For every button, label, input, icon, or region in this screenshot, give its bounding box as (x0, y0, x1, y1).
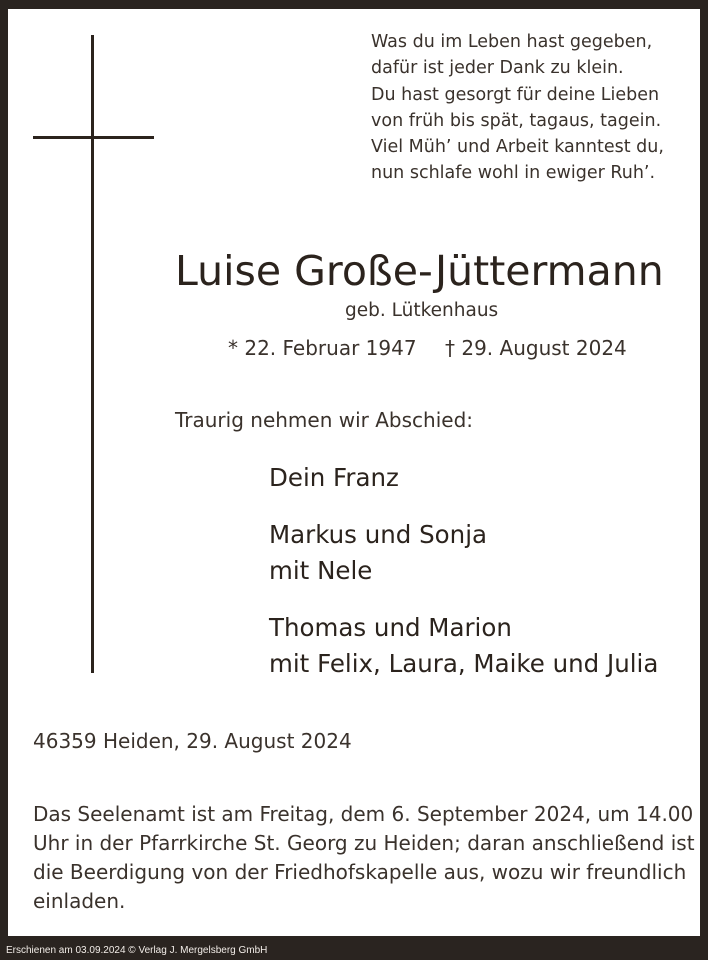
poem-line: Was du im Leben hast gegeben, (371, 32, 653, 52)
poem-line: dafür ist jeder Dank zu klein. (371, 58, 624, 79)
poem-line: von früh bis spät, tagaus, tagein. (371, 110, 662, 131)
mourner-line: mit Felix, Laura, Maike und Julia (269, 649, 659, 678)
service-line: Uhr in der Pfarrkirche St. Georg zu Heiden; daran anschließend ist (33, 831, 695, 855)
publication-footer: Erschienen am 03.09.2024 © Verlag J. Mergelsberg GmbH (6, 945, 268, 956)
poem-line: Du hast gesorgt für deine Lieben (371, 84, 660, 105)
service-line: Das Seelenamt ist am Freitag, dem 6. September 2024, um 14.00 (33, 802, 694, 826)
poem-line: nun schlafe wohl in ewiger Ruh’. (371, 163, 656, 184)
mourner-group (269, 517, 699, 589)
death-date: † 29. August 2024 (445, 336, 627, 360)
cross-symbol-vertical-bar (91, 35, 94, 673)
mourner-line: mit Nele (269, 556, 373, 585)
cross-symbol-horizontal-bar (33, 136, 154, 139)
mourner-line: Markus und Sonja (269, 520, 488, 549)
mourner-group (269, 460, 699, 496)
maiden-name: geb. Lütkenhaus (345, 300, 499, 321)
deceased-name: Luise Große-Jüttermann (175, 247, 664, 295)
mourner-line: Dein Franz (269, 463, 399, 492)
mourning-intro: Traurig nehmen wir Abschied: (175, 408, 473, 432)
mourner-group (269, 610, 699, 682)
service-notice (33, 800, 695, 916)
birth-date: * 22. Februar 1947 (228, 336, 417, 360)
service-line: einladen. (33, 889, 126, 913)
poem (371, 29, 691, 187)
poem-line: Viel Müh’ und Arbeit kanntest du, (371, 137, 664, 158)
mourner-line: Thomas und Marion (269, 613, 512, 642)
service-line: die Beerdigung von der Friedhofskapelle aus, wozu wir freundlich (33, 860, 687, 884)
place-and-date: 46359 Heiden, 29. August 2024 (33, 729, 352, 753)
mourner-list (269, 460, 699, 703)
obituary-card (8, 9, 700, 936)
